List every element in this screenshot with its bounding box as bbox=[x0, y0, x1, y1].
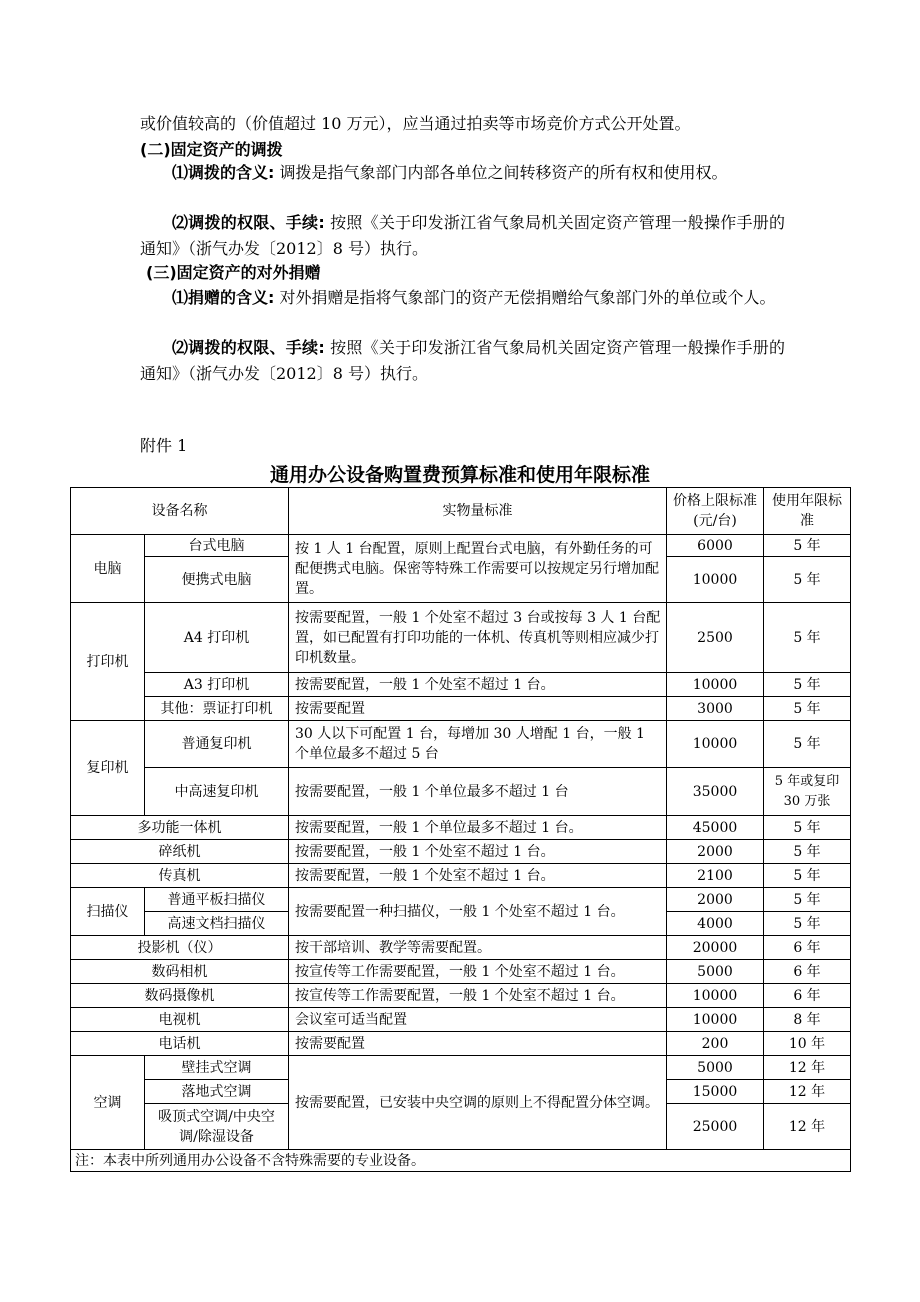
item-camera: 数码相机 bbox=[71, 960, 289, 984]
group-scanner: 扫描仪 bbox=[71, 888, 145, 936]
table-row bbox=[71, 673, 851, 697]
price-phone: 200 bbox=[667, 1032, 764, 1056]
table-note: 注：本表中所列通用办公设备不含特殊需要的专业设备。 bbox=[71, 1150, 851, 1172]
item-mfp: 多功能一体机 bbox=[71, 816, 289, 840]
item-fax: 传真机 bbox=[71, 864, 289, 888]
years-ticket-printer: 5 年 bbox=[764, 697, 851, 721]
table-row bbox=[71, 840, 851, 864]
item-ticket-printer: 其他：票证打印机 bbox=[145, 697, 289, 721]
price-camera: 5000 bbox=[667, 960, 764, 984]
table-row bbox=[71, 1032, 851, 1056]
item-laptop: 便携式电脑 bbox=[145, 557, 289, 603]
paragraph-donation-meaning bbox=[140, 285, 785, 311]
paragraph-transfer-authority bbox=[140, 210, 785, 262]
item-document-scanner: 高速文档扫描仪 bbox=[145, 912, 289, 936]
item-a4-printer: A4 打印机 bbox=[145, 603, 289, 673]
price-flatbed-scanner: 2000 bbox=[667, 888, 764, 912]
item-wall-ac: 壁挂式空调 bbox=[145, 1056, 289, 1080]
table-row bbox=[71, 1056, 851, 1080]
price-ticket-printer: 3000 bbox=[667, 697, 764, 721]
paragraph-transfer-meaning bbox=[140, 160, 785, 186]
standard-camcorder: 按宣传等工作需要配置，一般 1 个处室不超过 1 台。 bbox=[289, 984, 667, 1008]
item-normal-copier: 普通复印机 bbox=[145, 721, 289, 768]
years-desktop: 5 年 bbox=[764, 535, 851, 557]
item-a3-printer: A3 打印机 bbox=[145, 673, 289, 697]
price-fast-copier: 35000 bbox=[667, 768, 764, 816]
table-note-row bbox=[71, 1150, 851, 1172]
item-projector: 投影机（仪） bbox=[71, 936, 289, 960]
years-normal-copier: 5 年 bbox=[764, 721, 851, 768]
header-equipment-name: 设备名称 bbox=[71, 488, 289, 535]
table-row bbox=[71, 768, 851, 816]
price-mfp: 45000 bbox=[667, 816, 764, 840]
price-desktop: 6000 bbox=[667, 535, 764, 557]
label-colon: : bbox=[268, 288, 275, 307]
label-colon: : bbox=[318, 213, 325, 232]
label-transfer-authority: ⑵调拨的权限、手续 bbox=[172, 213, 319, 232]
label-donation-meaning: ⑴捐赠的含义 bbox=[172, 288, 269, 307]
price-shredder: 2000 bbox=[667, 840, 764, 864]
standard-fax: 按需要配置，一般 1 个处室不超过 1 台。 bbox=[289, 864, 667, 888]
years-shredder: 5 年 bbox=[764, 840, 851, 864]
table-row bbox=[71, 697, 851, 721]
years-ceiling-ac: 12 年 bbox=[764, 1104, 851, 1150]
group-computer: 电脑 bbox=[71, 535, 145, 603]
price-wall-ac: 5000 bbox=[667, 1056, 764, 1080]
table-header-row bbox=[71, 488, 851, 535]
standard-phone: 按需要配置 bbox=[289, 1032, 667, 1056]
item-phone: 电话机 bbox=[71, 1032, 289, 1056]
price-normal-copier: 10000 bbox=[667, 721, 764, 768]
years-phone: 10 年 bbox=[764, 1032, 851, 1056]
table-row bbox=[71, 721, 851, 768]
standard-ticket-printer: 按需要配置 bbox=[289, 697, 667, 721]
years-camera: 6 年 bbox=[764, 960, 851, 984]
years-flatbed-scanner: 5 年 bbox=[764, 888, 851, 912]
table-row bbox=[71, 960, 851, 984]
item-camcorder: 数码摄像机 bbox=[71, 984, 289, 1008]
price-projector: 20000 bbox=[667, 936, 764, 960]
table-row bbox=[71, 816, 851, 840]
price-tv: 10000 bbox=[667, 1008, 764, 1032]
years-projector: 6 年 bbox=[764, 936, 851, 960]
paragraph-disposal: 或价值较高的（价值超过 10 万元），应当通过拍卖等市场竞价方式公开处置。 bbox=[140, 114, 691, 133]
standard-mfp: 按需要配置，一般 1 个单位最多不超过 1 台。 bbox=[289, 816, 667, 840]
label-colon: : bbox=[318, 338, 325, 357]
price-fax: 2100 bbox=[667, 864, 764, 888]
equipment-standards-table bbox=[70, 487, 851, 1172]
standard-normal-copier: 30 人以下可配置 1 台，每增加 30 人增配 1 台，一般 1 个单位最多不超过 5 台 bbox=[289, 721, 667, 768]
item-fast-copier: 中高速复印机 bbox=[145, 768, 289, 816]
standard-projector: 按干部培训、教学等需要配置。 bbox=[289, 936, 667, 960]
table-row bbox=[71, 984, 851, 1008]
table-title: 通用办公设备购置费预算标准和使用年限标准 bbox=[269, 464, 650, 486]
text-donation-authority: 按照《关于印发浙江省气象局机关固定资产管理一般操作手册的通知》（浙气办发〔2012〕8 号）执行。 bbox=[140, 338, 785, 383]
years-tv: 8 年 bbox=[764, 1008, 851, 1032]
standard-tv: 会议室可适当配置 bbox=[289, 1008, 667, 1032]
table-row bbox=[71, 936, 851, 960]
price-laptop: 10000 bbox=[667, 557, 764, 603]
years-a3-printer: 5 年 bbox=[764, 673, 851, 697]
text-transfer-meaning: 调拨是指气象部门内部各单位之间转移资产的所有权和使用权。 bbox=[279, 163, 728, 182]
price-floor-ac: 15000 bbox=[667, 1080, 764, 1104]
header-quantity-standard: 实物量标准 bbox=[289, 488, 667, 535]
years-laptop: 5 年 bbox=[764, 557, 851, 603]
price-a4-printer: 2500 bbox=[667, 603, 764, 673]
years-fax: 5 年 bbox=[764, 864, 851, 888]
price-ceiling-ac: 25000 bbox=[667, 1104, 764, 1150]
section-heading-donation: (三)固定资产的对外捐赠 bbox=[146, 263, 321, 282]
group-air-conditioner: 空调 bbox=[71, 1056, 145, 1150]
item-ceiling-ac: 吸顶式空调/中央空调/除湿设备 bbox=[145, 1104, 289, 1150]
annex-label: 附件 1 bbox=[140, 436, 188, 455]
standard-a4-printer: 按需要配置，一般 1 个处室不超过 3 台或按每 3 人 1 台配置，如已配置有打印功能的一体机、传真机等则相应减少打印机数量。 bbox=[289, 603, 667, 673]
header-price-limit: 价格上限标准(元/台) bbox=[667, 488, 764, 535]
header-service-years: 使用年限标准 bbox=[764, 488, 851, 535]
text-donation-meaning: 对外捐赠是指将气象部门的资产无偿捐赠给气象部门外的单位或个人。 bbox=[279, 288, 776, 307]
years-camcorder: 6 年 bbox=[764, 984, 851, 1008]
years-a4-printer: 5 年 bbox=[764, 603, 851, 673]
price-document-scanner: 4000 bbox=[667, 912, 764, 936]
standard-a3-printer: 按需要配置，一般 1 个处室不超过 1 台。 bbox=[289, 673, 667, 697]
paragraph-donation-authority bbox=[140, 335, 785, 387]
label-donation-authority: ⑵调拨的权限、手续 bbox=[172, 338, 319, 357]
item-tv: 电视机 bbox=[71, 1008, 289, 1032]
table-row bbox=[71, 864, 851, 888]
group-printer: 打印机 bbox=[71, 603, 145, 721]
table-row bbox=[71, 888, 851, 912]
price-a3-printer: 10000 bbox=[667, 673, 764, 697]
years-fast-copier: 5 年或复印 30 万张 bbox=[764, 768, 851, 816]
years-document-scanner: 5 年 bbox=[764, 912, 851, 936]
item-shredder: 碎纸机 bbox=[71, 840, 289, 864]
group-copier: 复印机 bbox=[71, 721, 145, 816]
table-row bbox=[71, 603, 851, 673]
label-colon: : bbox=[268, 163, 275, 182]
section-heading-transfer: (二)固定资产的调拨 bbox=[140, 140, 283, 159]
standard-computer: 按 1 人 1 台配置，原则上配置台式电脑，有外勤任务的可配便携式电脑。保密等特殊工作需要可以按规定另行增加配置。 bbox=[289, 535, 667, 603]
standard-air-conditioner: 按需要配置，已安装中央空调的原则上不得配置分体空调。 bbox=[289, 1056, 667, 1150]
standard-shredder: 按需要配置，一般 1 个处室不超过 1 台。 bbox=[289, 840, 667, 864]
item-flatbed-scanner: 普通平板扫描仪 bbox=[145, 888, 289, 912]
table-row bbox=[71, 1008, 851, 1032]
text-transfer-authority: 按照《关于印发浙江省气象局机关固定资产管理一般操作手册的通知》（浙气办发〔2012〕8 号）执行。 bbox=[140, 213, 785, 258]
table-row bbox=[71, 535, 851, 557]
standard-camera: 按宣传等工作需要配置，一般 1 个处室不超过 1 台。 bbox=[289, 960, 667, 984]
standard-fast-copier: 按需要配置，一般 1 个单位最多不超过 1 台 bbox=[289, 768, 667, 816]
item-desktop: 台式电脑 bbox=[145, 535, 289, 557]
label-transfer-meaning: ⑴调拨的含义 bbox=[172, 163, 269, 182]
price-camcorder: 10000 bbox=[667, 984, 764, 1008]
standard-scanner: 按需要配置一种扫描仪，一般 1 个处室不超过 1 台。 bbox=[289, 888, 667, 936]
item-floor-ac: 落地式空调 bbox=[145, 1080, 289, 1104]
years-wall-ac: 12 年 bbox=[764, 1056, 851, 1080]
years-mfp: 5 年 bbox=[764, 816, 851, 840]
years-floor-ac: 12 年 bbox=[764, 1080, 851, 1104]
